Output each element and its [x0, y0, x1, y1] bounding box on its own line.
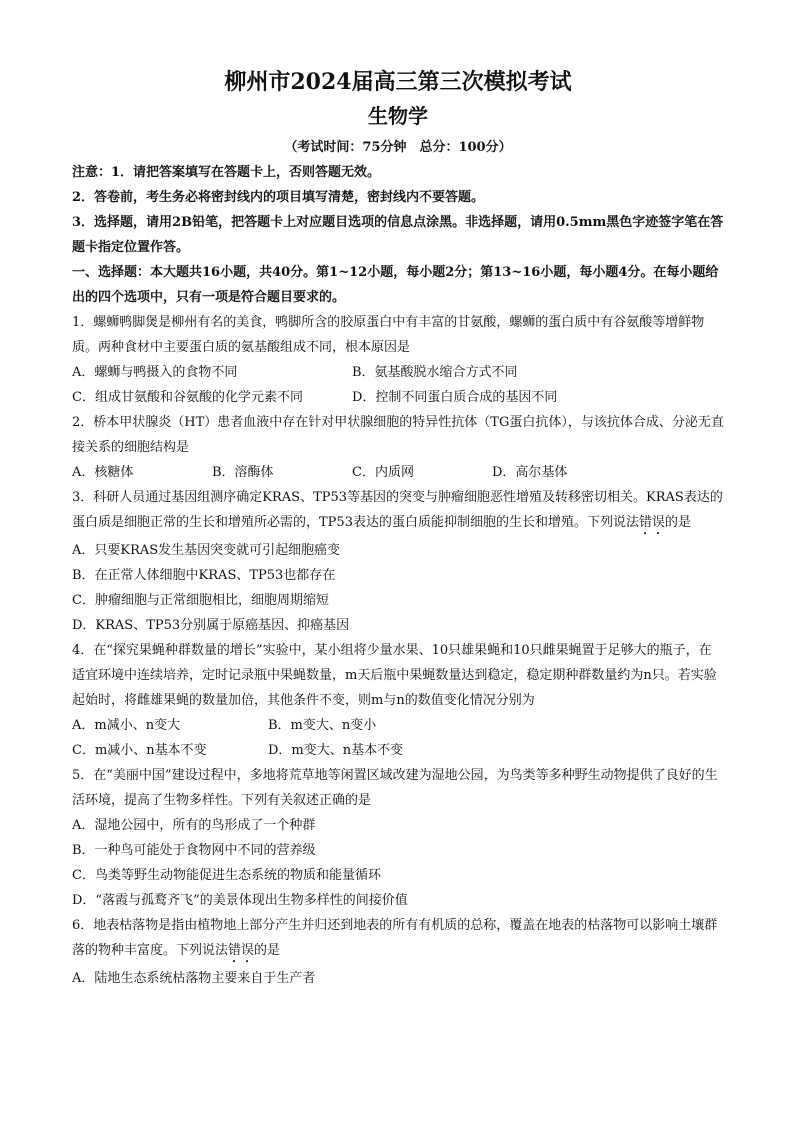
exam-time-info: （考试时间：75分钟 总分：100分）: [284, 140, 512, 155]
question-1-option-d: D．控制不同蛋白质合成的基因不同: [352, 390, 558, 405]
question-3-option-d: D．KRAS、TP53分别属于原癌基因、抑癌基因: [72, 618, 350, 633]
question-2-stem: 2．桥本甲状腺炎（HT）患者血液中存在针对甲状腺细胞的特异性抗体（TG蛋白抗体），与该抗体合成、分泌无直接关系的细胞结构是: [72, 415, 724, 455]
question-2-option-c: C．内质网: [352, 465, 414, 480]
question-3-option-a: A．只要KRAS发生基因突变就可引起细胞癌变: [72, 543, 341, 558]
note-2: 2．答卷前，考生务必将密封线内的项目填写清楚，密封线内不要答题。: [72, 190, 485, 205]
question-5-option-b: B．一种鸟可能处于食物网中不同的营养级: [72, 843, 316, 858]
question-2-option-d: D．高尔基体: [492, 465, 568, 480]
question-3-stem: [72, 485, 724, 538]
note-3: 3．选择题，请用2B铅笔，把答题卡上对应题目选项的信息点涂黑。非选择题，请用0.5mm黑色字迹签字笔在答题卡指定位置作答。: [72, 215, 724, 255]
question-2-option-a: A．核糖体: [72, 465, 134, 480]
question-1-option-b: B．氨基酸脱水缩合方式不同: [352, 365, 518, 380]
question-1-option-c: C．组成甘氨酸和谷氨酸的化学元素不同: [72, 390, 303, 405]
question-3-option-c: C．肿瘤细胞与正常细胞相比，细胞周期缩短: [72, 593, 329, 608]
question-4-stem: 4．在“探究果蝇种群数量的增长”实验中，某小组将少量水果、10只雄果蝇和10只雌果蝇置于足够大的瓶子，在适宜环境中连续培养，定时记录瓶中果蝇数量，m天后瓶中果蝇数量达到稳定，稳定期种群数量约为n只。若实验起始时，将雌雄果蝇的数量加倍，其他条件不变，则m与n的数值变化情况分别为: [72, 643, 717, 708]
question-1-options-row-1: [72, 360, 724, 385]
question-6-stem-text: 6．地表枯落物是指由植物地上部分产生并归还到地表的所有有机质的总称，覆盖在地表的枯落物可以影响土壤群落的物种丰富度。下列说法: [72, 918, 718, 958]
question-6-stem: [72, 913, 724, 966]
question-4-option-b: B．m变大、n变小: [268, 718, 377, 733]
question-4-options-row-1: [72, 713, 724, 738]
note-1: 注意：1．请把答案填写在答题卡上，否则答题无效。: [72, 165, 381, 180]
question-6-emphasis: 错误: [228, 943, 255, 958]
exam-title: 柳州市2024届高三第三次模拟考试: [224, 69, 572, 95]
question-5-option-d: D．“落霞与孤鹜齐飞”的美景体现出生物多样性的间接价值: [72, 893, 408, 908]
question-4-option-c: C．m减小、n基本不变: [72, 743, 207, 758]
question-2-options: [72, 460, 724, 485]
question-5-stem: 5．在“美丽中国”建设过程中，多地将荒草地等闲置区域改建为湿地公园，为鸟类等多种野生动物提供了良好的生活环境，提高了生物多样性。下列有关叙述正确的是: [72, 768, 718, 808]
question-1-option-a: A．螺蛳与鸭摄入的食物不同: [72, 365, 238, 380]
question-5-option-a: A．湿地公园中，所有的鸟形成了一个种群: [72, 818, 316, 833]
question-3-stem-end: 的是: [664, 515, 691, 530]
question-6-stem-end: 的是: [254, 943, 281, 958]
question-3-emphasis: 错误: [638, 515, 665, 530]
question-3-stem-text: 3．科研人员通过基因组测序确定KRAS、TP53等基因的突变与肿瘤细胞恶性增殖及转移密切相关。KRAS表达的蛋白质是细胞正常的生长和增殖所必需的，TP53表达的蛋白质能抑制细胞的生长和增殖。下列说法: [72, 490, 723, 530]
question-5-option-c: C．鸟类等野生动物能促进生态系统的物质和能量循环: [72, 868, 381, 883]
question-2-option-b: B．溶酶体: [212, 465, 274, 480]
question-3-option-b: B．在正常人体细胞中KRAS、TP53也都存在: [72, 568, 336, 583]
question-4-option-a: A．m减小、n变大: [72, 718, 181, 733]
question-1-stem: 1．螺蛳鸭脚煲是柳州有名的美食，鸭脚所含的胶原蛋白中有丰富的甘氨酸，螺蛳的蛋白质中有谷氨酸等增鲜物质。两种食材中主要蛋白质的氨基酸组成不同，根本原因是: [72, 315, 705, 355]
section-heading-choice: 一、选择题：本大题共16小题，共40分。第1~12小题，每小题2分；第13~16小题，每小题4分。在每小题给出的四个选项中，只有一项是符合题目要求的。: [72, 265, 719, 305]
question-4-options-row-2: [72, 738, 724, 763]
question-1-options-row-2: [72, 385, 724, 410]
page-content: [72, 62, 724, 991]
question-4-option-d: D．m变大、n基本不变: [268, 743, 404, 758]
question-6-option-a: A．陆地生态系统枯落物主要来自于生产者: [72, 971, 316, 986]
subject-title: 生物学: [368, 104, 428, 128]
